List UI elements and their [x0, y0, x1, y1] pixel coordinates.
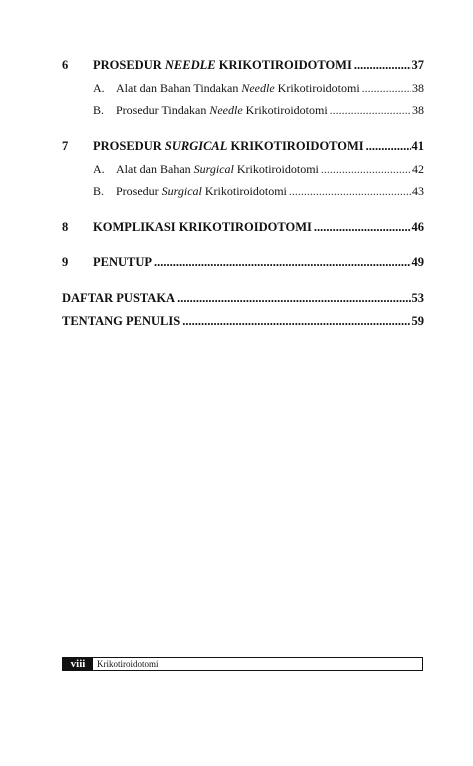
chapter-number: 9	[62, 255, 69, 269]
leader-dots	[289, 183, 411, 199]
subsection-letter: A.	[93, 162, 105, 176]
subsection-letter: B.	[93, 184, 105, 198]
leader-dots	[366, 138, 411, 154]
chapter-title-italic: NEEDLE	[164, 58, 216, 72]
toc-entry-chapter-6	[62, 57, 424, 73]
toc-entry-daftar-pustaka	[62, 290, 424, 306]
subsection-title-part: Alat dan Bahan	[116, 162, 194, 176]
subsection-title-italic: Needle	[209, 103, 243, 117]
subsection-title-part: Krikotiroidotomi	[233, 162, 319, 176]
chapter-number: 7	[62, 139, 69, 153]
subsection-title	[116, 102, 328, 118]
chapter-number: 8	[62, 220, 69, 234]
toc-entry-chapter-7	[62, 138, 424, 154]
subsection-title-part: Krikotiroidotomi	[274, 81, 360, 95]
chapter-title: PENUTUP	[93, 255, 153, 269]
leader-dots	[154, 254, 410, 270]
subsection-title	[116, 183, 287, 199]
toc-entry-6b	[93, 102, 424, 118]
leader-dots	[321, 161, 411, 177]
subsection-title-part: Prosedur	[116, 184, 162, 198]
subsection-letter: B.	[93, 103, 105, 117]
chapter-title-part: KRIKOTIROIDOTOMI	[215, 58, 352, 72]
leader-dots	[314, 219, 411, 235]
page-number: 41	[411, 139, 424, 153]
subsection-title-part: Krikotiroidotomi	[201, 184, 287, 198]
leader-dots	[362, 80, 411, 96]
page-number: 59	[411, 314, 424, 328]
subsection-title-italic: Surgical	[161, 184, 202, 198]
page-number: 43	[412, 184, 424, 198]
page-number: 38	[412, 81, 424, 95]
chapter-title-italic: SURGICAL	[164, 139, 228, 153]
toc-entry-6a	[93, 80, 424, 96]
backmatter-title: TENTANG PENULIS	[62, 314, 181, 328]
subsection-letter: A.	[93, 81, 105, 95]
page-number: 49	[411, 255, 424, 269]
backmatter-title: DAFTAR PUSTAKA	[62, 291, 176, 305]
subsection-title-italic: Needle	[241, 81, 275, 95]
toc-entry-chapter-8	[62, 219, 424, 235]
leader-dots	[330, 102, 411, 118]
toc-entry-chapter-9	[62, 254, 424, 270]
subsection-title-part: Krikotiroidotomi	[242, 103, 328, 117]
chapter-number: 6	[62, 58, 69, 72]
toc-entry-7a	[93, 161, 424, 177]
footer-page-number: viii	[63, 658, 93, 670]
toc-entry-tentang-penulis	[62, 313, 424, 329]
leader-dots	[182, 313, 410, 329]
chapter-title-part: PROSEDUR	[93, 58, 165, 72]
leader-dots	[177, 290, 410, 306]
page-number: 38	[412, 103, 424, 117]
toc-entry-7b	[93, 183, 424, 199]
chapter-title-part: PROSEDUR	[93, 139, 165, 153]
chapter-title	[93, 57, 352, 73]
subsection-title	[116, 161, 319, 177]
chapter-title-part: KRIKOTIROIDOTOMI	[227, 139, 364, 153]
footer-book-title: Krikotiroidotomi	[97, 659, 159, 669]
chapter-title	[93, 138, 364, 154]
subsection-title-part: Prosedur Tindakan	[116, 103, 210, 117]
subsection-title-part: Alat dan Bahan Tindakan	[116, 81, 242, 95]
page-footer	[62, 657, 423, 671]
page-number: 53	[411, 291, 424, 305]
page-number: 37	[411, 58, 424, 72]
page-number: 42	[412, 162, 424, 176]
subsection-title	[116, 80, 360, 96]
subsection-title-italic: Surgical	[193, 162, 234, 176]
page-number: 46	[411, 220, 424, 234]
chapter-title: KOMPLIKASI KRIKOTIROIDOTOMI	[93, 220, 312, 234]
leader-dots	[354, 57, 411, 73]
